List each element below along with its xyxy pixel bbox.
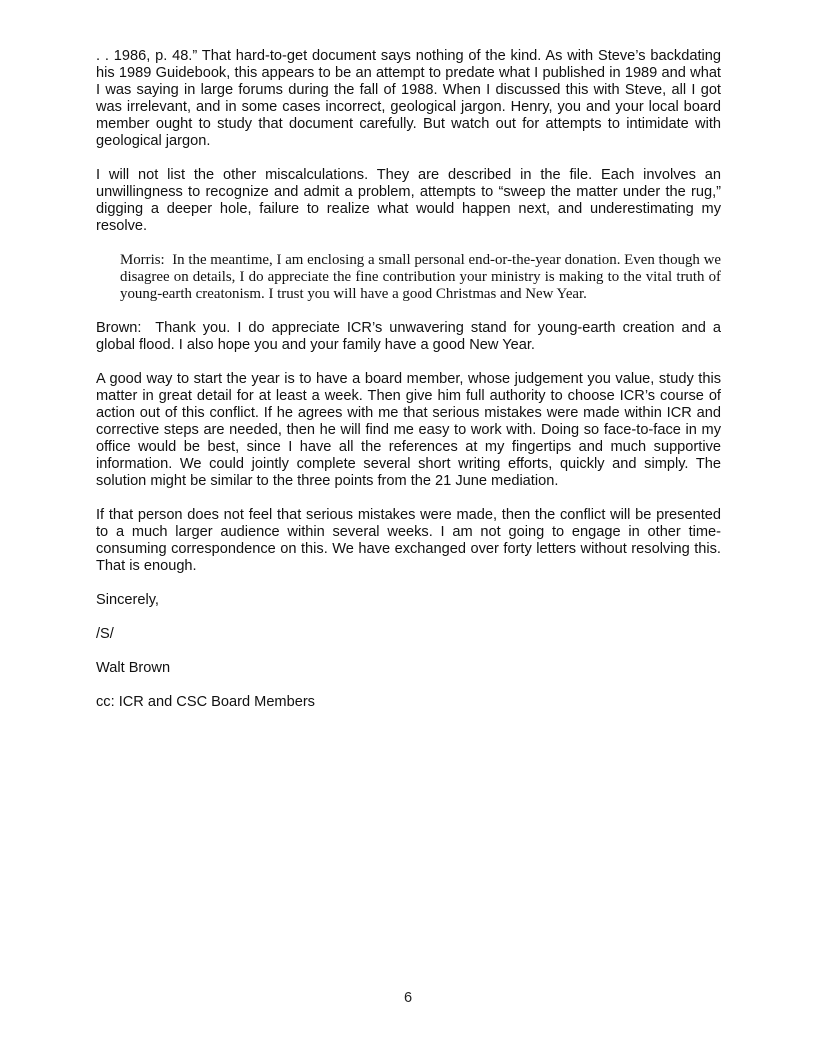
page-number: 6 bbox=[403, 990, 413, 1006]
cc-line: cc: ICR and CSC Board Members bbox=[96, 694, 315, 710]
letter-page bbox=[96, 48, 721, 728]
quoted-morris-statement bbox=[120, 252, 721, 303]
paragraph-miscalculations: I will not list the other miscalculations. They are described in the file. Each involves an unwillingness to recognize and admit a problem, attempts to “sweep the matter under the rug,” digging a deeper hole, failure to realize what would happen next, and underestimating my resolve. bbox=[96, 167, 721, 234]
closing: Sincerely, bbox=[96, 592, 159, 608]
quote-text: In the meantime, I am enclosing a small personal end-or-the-year donation. Even though we disagree on details, I do appreciate the fine contribution your ministry is making to the vital truth of young-earth creatonism. I trust you will have a good Christmas and New Year. bbox=[120, 252, 721, 302]
signature: /S/ bbox=[96, 626, 114, 642]
paragraph-board-member-proposal: A good way to start the year is to have a board member, whose judgement you value, study this matter in great detail for at least a week. Then give him full authority to choose ICR’s course of action out of this conflict. If he agrees with me that serious mistakes were made within ICR and corrective steps are needed, then he will find me easy to work with. Doing so face-to-face in my office would be best, since I have all the references at my fingertips and much supportive information. We could jointly complete several short writing efforts, quickly and simply. The solution might be similar to the three points from the 21 June mediation. bbox=[96, 371, 721, 489]
quote-speaker: Morris: bbox=[120, 252, 165, 268]
signer-name: Walt Brown bbox=[96, 660, 171, 676]
reply-speaker: Brown: bbox=[96, 320, 142, 336]
paragraph-larger-audience: If that person does not feel that serious mistakes were made, then the conflict will be presented to a much larger audience within several weeks. I am not going to engage in other time-consuming correspondence on this. We have exchanged over forty letters without resolving this. That is enough. bbox=[96, 507, 721, 574]
paragraph-document-critique: . . 1986, p. 48.” That hard-to-get document says nothing of the kind. As with Steve’s backdating his 1989 Guidebook, this appears to be an attempt to predate what I published in 1989 and what I was saying in large forums during the fall of 1988. When I discussed this with Steve, all I got was irrelevant, and in some cases incorrect, geological jargon. Henry, you and your local board member ought to study that document carefully. But watch out for attempts to intimidate with geological jargon. bbox=[96, 48, 721, 149]
reply-text: Thank you. I do appreciate ICR’s unwavering stand for young-earth creation and a global flood. I also hope you and your family have a good New Year. bbox=[96, 320, 721, 353]
brown-reply bbox=[96, 320, 721, 354]
